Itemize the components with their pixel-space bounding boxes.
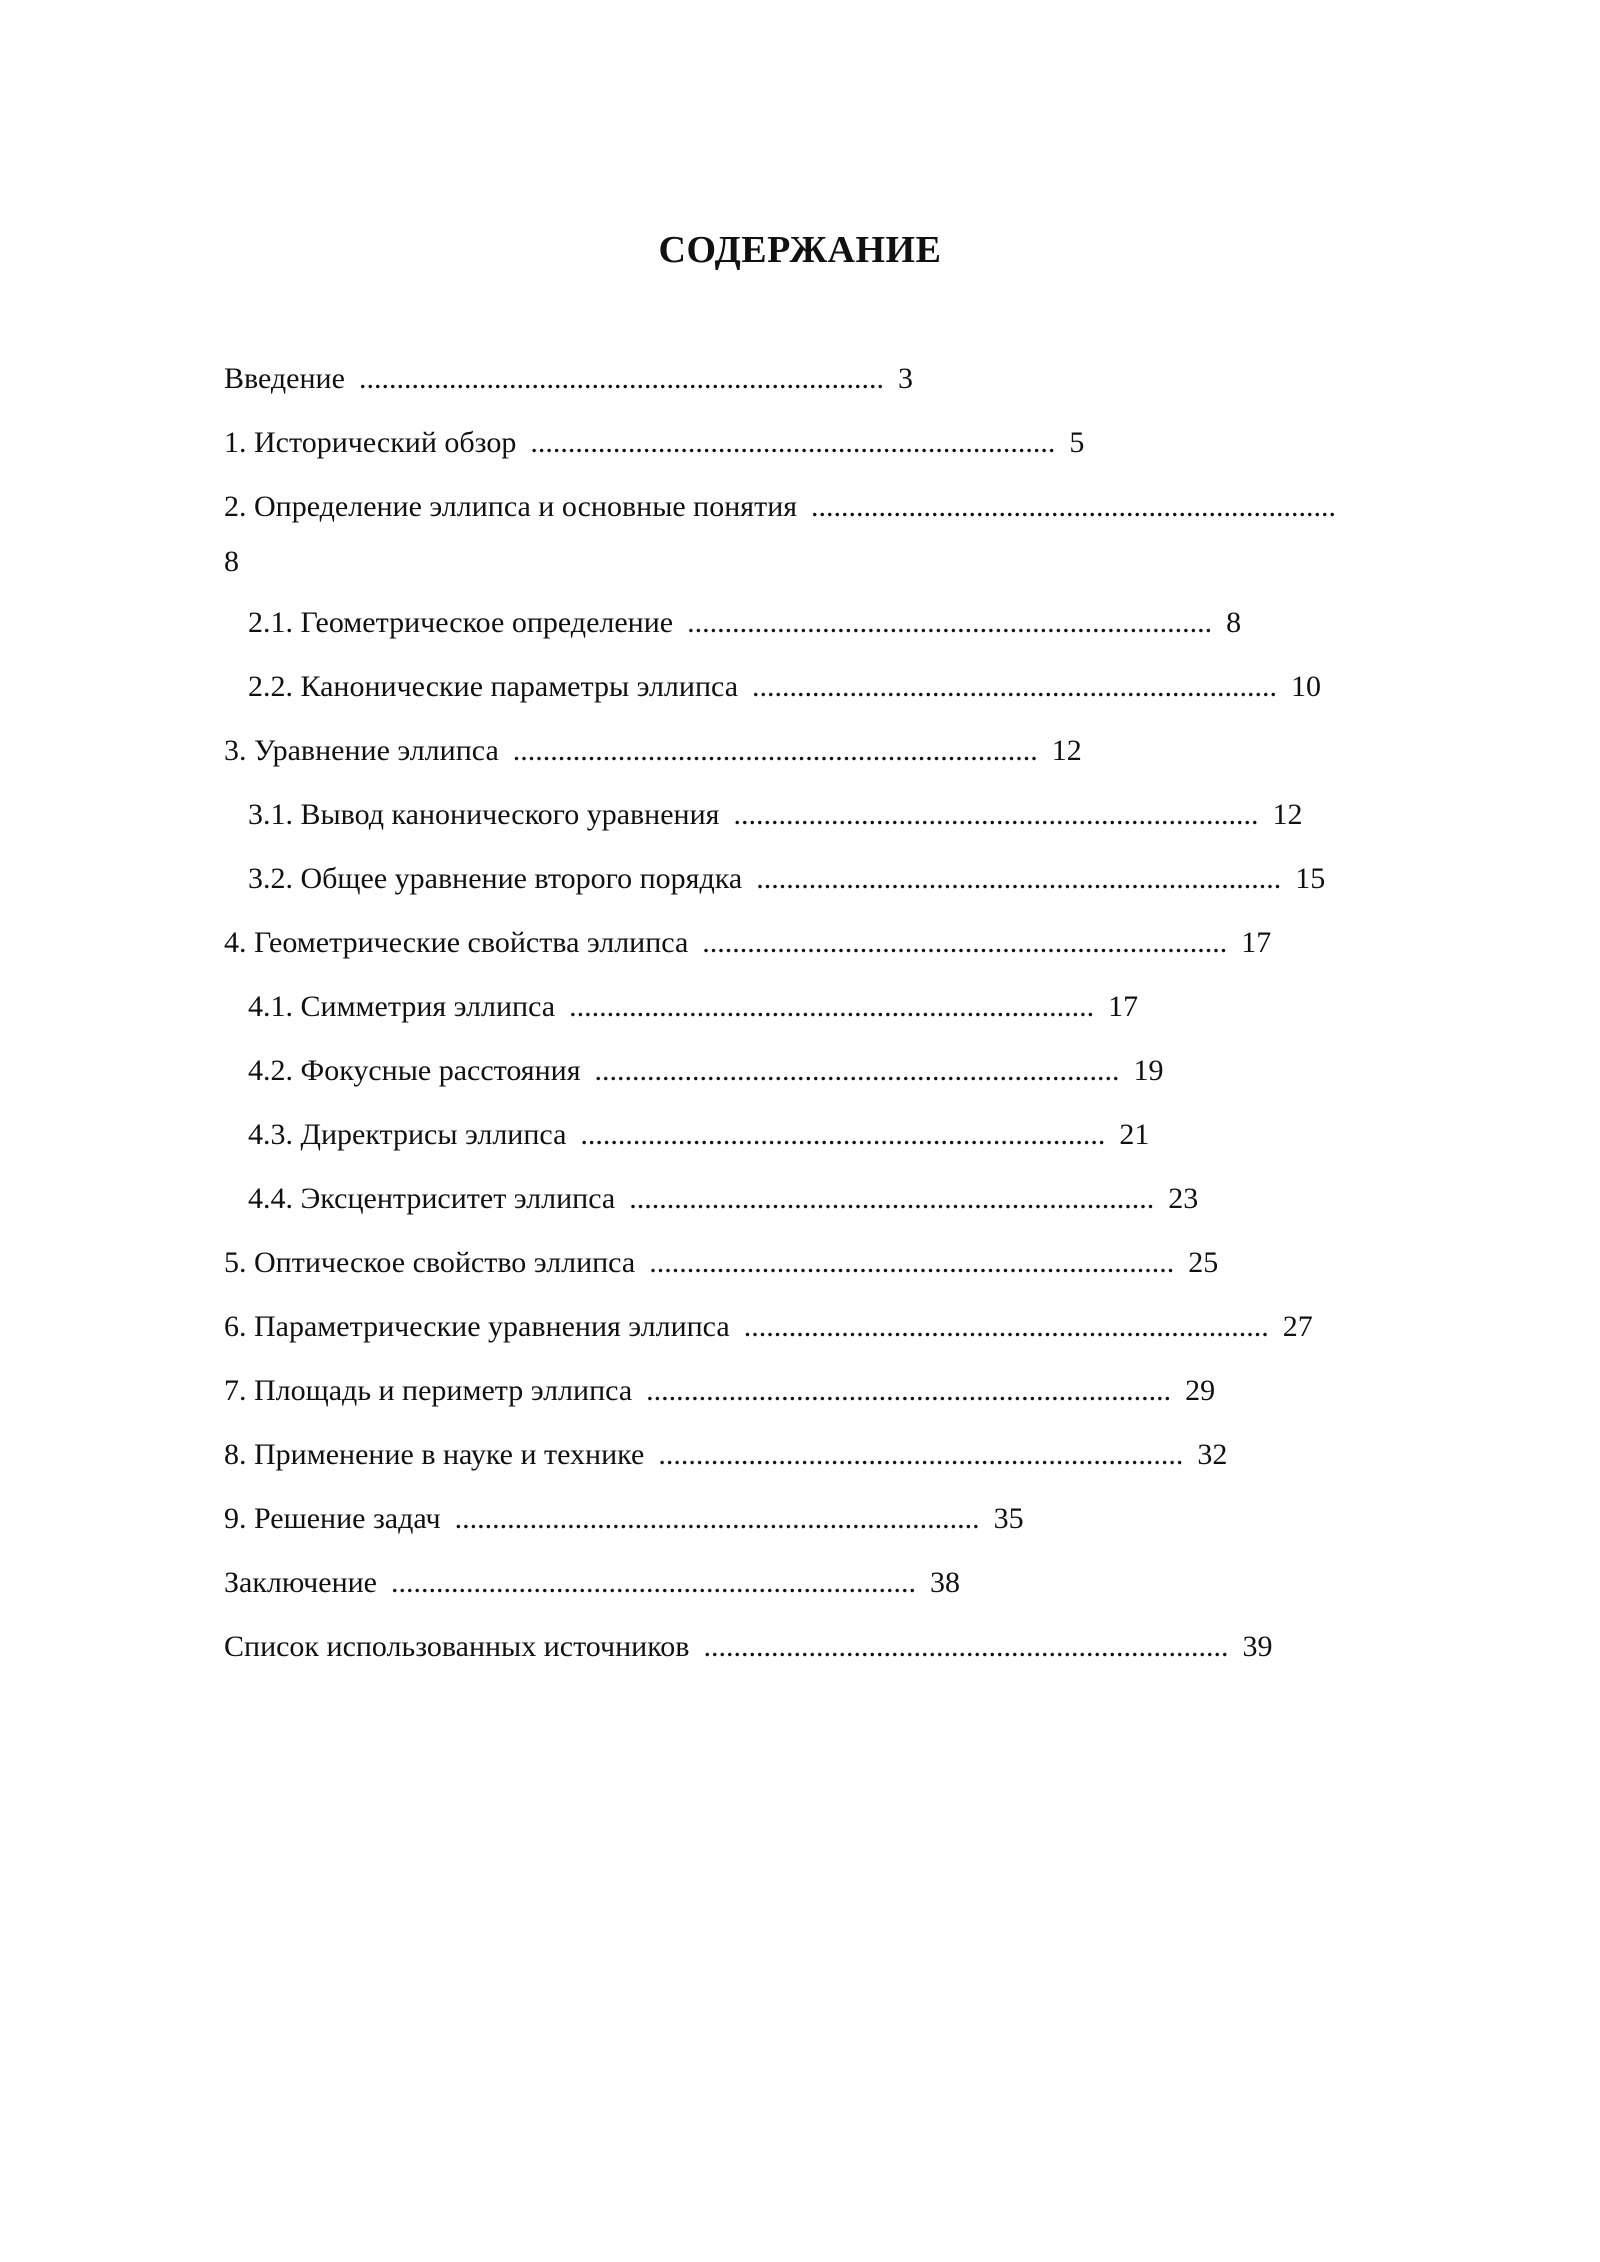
toc-entry-leader: ...................................................................... [629,1182,1155,1215]
toc-entry-page: 8 [224,545,239,578]
toc-entry-page: 12 [1051,734,1082,767]
toc-entry-page: 19 [1133,1054,1164,1087]
toc-entry-leader: ...................................................................... [358,362,884,395]
toc-entry-leader: ...................................................................... [703,1630,1229,1663]
toc-entry[interactable] [224,1423,1376,1487]
toc-entry[interactable] [224,975,1376,1039]
toc-entry-leader: ...................................................................... [530,426,1056,459]
toc-entry-label: 7. Площадь и периметр эллипса [224,1374,633,1407]
toc-entry-label: Заключение [224,1566,377,1599]
toc-entry-leader: ...................................................................... [580,1118,1106,1151]
toc-entry-label: 2.1. Геометрическое определение [248,606,674,639]
toc-entry-leader: ...................................................................... [733,798,1259,831]
toc-entry-label: 6. Параметрические уравнения эллипса [224,1310,730,1343]
toc-entry-leader: ...................................................................... [811,490,1337,523]
toc-entry[interactable] [224,1167,1376,1231]
toc-entry-page: 17 [1241,926,1272,959]
toc-entry-page: 35 [993,1502,1024,1535]
toc-entry-leader: ...................................................................... [756,862,1282,895]
toc-entry-leader: ...................................................................... [569,990,1095,1023]
toc-entry-page: 3 [897,362,913,395]
toc-entry-page: 25 [1188,1246,1219,1279]
toc-entry-label: 3.1. Вывод канонического уравнения [248,798,720,831]
toc-entry-page: 10 [1291,670,1322,703]
toc-entry[interactable] [224,1231,1376,1295]
toc-entry-page: 32 [1197,1438,1228,1471]
toc-entry[interactable] [224,347,1376,411]
toc-entry-page: 38 [930,1566,960,1599]
toc-entry-label: Введение [224,362,345,395]
toc-entry[interactable] [224,783,1376,847]
toc-entry[interactable] [224,1359,1376,1423]
toc-entry-page: 21 [1119,1118,1150,1151]
toc-entry-page: 27 [1282,1310,1313,1343]
toc-entry-leader: ...................................................................... [649,1246,1175,1279]
toc-entry[interactable] [224,1551,1376,1615]
toc-entry-leader: ...................................................................... [646,1374,1172,1407]
toc-entry[interactable] [224,719,1376,783]
toc-entry[interactable] [224,655,1376,719]
toc-entry-label: 4.2. Фокусные расстояния [248,1054,581,1087]
toc-entry[interactable] [224,911,1376,975]
toc-entry[interactable] [224,1295,1376,1359]
toc-entry-label: 4.3. Директрисы эллипса [248,1118,567,1151]
toc-entry-label: 4.1. Симметрия эллипса [248,990,556,1023]
toc-entry-label: 3. Уравнение эллипса [224,734,499,767]
toc-entry-leader: ...................................................................... [743,1310,1269,1343]
toc-entry-label: 5. Оптическое свойство эллипса [224,1246,636,1279]
toc-entry-page: 8 [1226,606,1242,639]
table-of-contents [224,347,1376,1679]
toc-entry-page: 23 [1168,1182,1199,1215]
toc-entry-page: 15 [1295,862,1326,895]
toc-entry[interactable] [224,591,1376,655]
toc-entry-label: 2. Определение эллипса и основные понятия [224,490,798,523]
toc-entry-leader: ...................................................................... [687,606,1213,639]
toc-entry-leader: ...................................................................... [702,926,1228,959]
toc-entry[interactable] [224,1615,1376,1679]
toc-entry-label: 9. Решение задач [224,1502,441,1535]
toc-entry-label: 3.2. Общее уравнение второго порядка [248,862,743,895]
toc-entry[interactable] [224,479,1376,589]
toc-entry[interactable] [224,1103,1376,1167]
toc-entry-leader: ...................................................................... [752,670,1278,703]
toc-entry[interactable] [224,1487,1376,1551]
toc-entry-label: Список использованных источников [224,1630,690,1663]
toc-entry-leader: ...................................................................... [658,1438,1184,1471]
toc-entry-label: 8. Применение в науке и технике [224,1438,645,1471]
toc-entry-label: 4. Геометрические свойства эллипса [224,926,689,959]
toc-entry-leader: ...................................................................... [594,1054,1120,1087]
toc-entry-page: 39 [1242,1630,1273,1663]
toc-entry-leader: ...................................................................... [454,1502,980,1535]
toc-entry[interactable] [224,1039,1376,1103]
toc-entry-page: 12 [1272,798,1303,831]
page-title: СОДЕРЖАНИЕ [658,229,942,271]
toc-entry-label: 1. Исторический обзор [224,426,517,459]
toc-entry-page: 17 [1108,990,1139,1023]
toc-entry-label: 2.2. Канонические параметры эллипса [248,670,739,703]
toc-entry[interactable] [224,411,1376,475]
toc-entry-label: 4.4. Эксцентриситет эллипса [248,1182,616,1215]
toc-entry-page: 29 [1185,1374,1216,1407]
toc-entry[interactable] [224,847,1376,911]
toc-entry-page: 5 [1069,426,1085,459]
toc-entry-leader: ...................................................................... [512,734,1038,767]
toc-entry-leader: ...................................................................... [391,1566,916,1599]
